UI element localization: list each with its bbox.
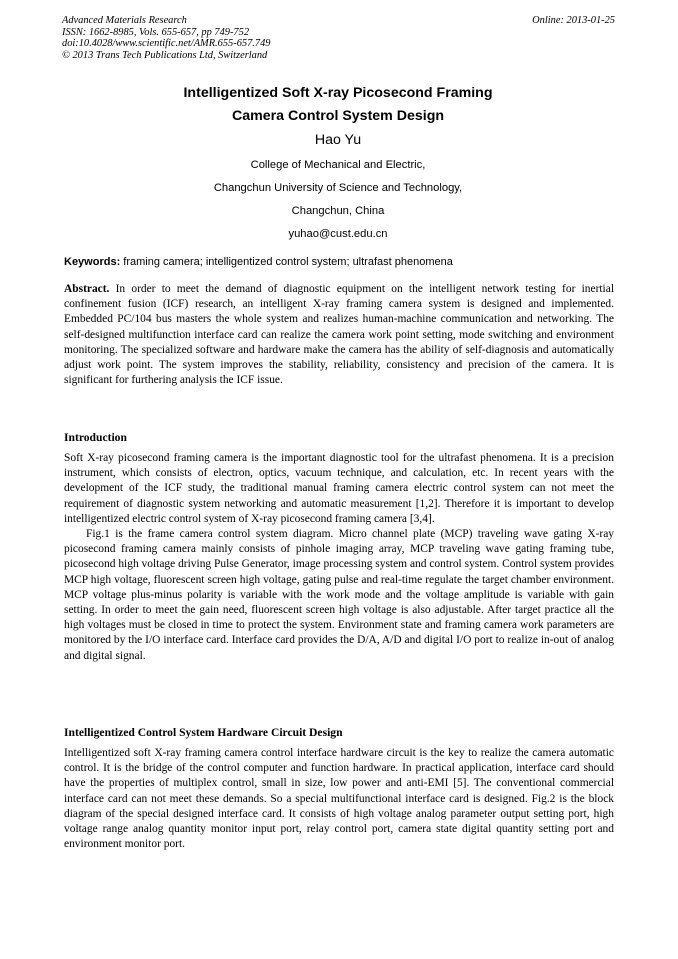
affiliation (62, 154, 614, 246)
doi-line: doi:10.4028/www.scientific.net/AMR.655-657.749 (62, 38, 271, 50)
author-name: Hao Yu (314, 132, 362, 148)
abstract (64, 282, 614, 388)
online-date: Online: 2013-01-25 (532, 15, 615, 26)
paragraph: Intelligentized soft X-ray framing camera control interface hardware circuit is the key to realize the camera automatic control. It is the bridge of the control computer and function hardware. In practical application, interface card should have the properties of multiplex control, small in size, low power and anti-EMI [5]. The conventional commercial interface card can not meet these demands. So a special multifunctional interface card is designed. Fig.2 is the block diagram of the special designed interface card. It consists of high voltage analog parameter output setting port, high voltage range analog quantity monitor input port, relay control port, camera state digital quantity setting port and environment monitor port. (64, 747, 614, 851)
section-heading-hardware: Intelligentized Control System Hardware Circuit Design (64, 726, 343, 739)
author-email: yuhao@cust.edu.cn (288, 228, 388, 240)
keywords (64, 255, 614, 269)
keywords-label: Keywords: (64, 256, 121, 268)
title-line: Intelligentized Soft X-ray Picosecond Framing (183, 85, 493, 101)
copyright-line: © 2013 Trans Tech Publications Ltd, Switzerland (62, 49, 268, 61)
paper-title (62, 82, 614, 128)
paragraph: Fig.1 is the frame camera control system diagram. Micro channel plate (MCP) traveling wave gating X-ray picosecond framing camera mainly consists of pinhole imaging array, MCP traveling wave gating framing tube, picosecond high voltage driving Pulse Generator, image processing system and control system. Control system provides MCP high voltage, fluorescent screen high voltage, gating pulse and real-time regulate the target chamber environment. MCP voltage plus-minus polarity is variable with the work mode and the voltage amplitude is variable with gain setting. In order to meet the gain need, fluorescent screen high voltage is also adjustable. After target practice all the high voltages must be closed in time to protect the system. Environment state and framing camera work parameters are monitored by the I/O interface card. Interface card provides the D/A, A/D and digital I/O port to realize in-out of analog and digital signal. (64, 528, 614, 662)
hardware-section-body (64, 746, 614, 852)
title-line: Camera Control System Design (231, 108, 445, 124)
paragraph: Soft X-ray picosecond framing camera is the important diagnostic tool for the ultrafast phenomena. It is a precision instrument, which consists of electron, optics, vacuum technique, and calculation, etc. In recent years with the development of the ICF study, the traditional manual framing camera electric control system can not meet the requirement of diagnostic system networking and automatic measurement [1,2]. Therefore it is important to develop intelligentized electric control system of X-ray picosecond framing camera [3,4]. (64, 452, 614, 525)
journal-name: Advanced Materials Research (62, 15, 187, 26)
keywords-text: framing camera; intelligentized control system; ultrafast phenomena (120, 256, 453, 268)
journal-header (62, 15, 270, 61)
abstract-label: Abstract. (64, 283, 110, 295)
affiliation-line: College of Mechanical and Electric, (250, 159, 426, 171)
introduction-body (64, 451, 614, 664)
section-heading-introduction: Introduction (64, 431, 127, 444)
affiliation-line: Changchun University of Science and Technology, (213, 182, 463, 194)
affiliation-line: Changchun, China (291, 205, 385, 217)
issn-line: ISSN: 1662-8985, Vols. 655-657, pp 749-752 (62, 26, 250, 38)
abstract-text: In order to meet the demand of diagnostic equipment on the intelligent network testing for inertial confinement fusion (ICF) research, an intelligent X-ray framing camera system is designed and implemented. Embedded PC/104 bus masters the whole system and realizes human-machine communication and networking. The self-designed multifunction interface card can realize the camera work point setting, mode switching and environment monitoring. The specialized software and hardware make the camera has the ability of self-diagnosis and automatically adjust work point. The system improves the stability, reliability, consistency and precision of the camera. It is significant for furthering analysis the ICF issue. (64, 283, 614, 387)
